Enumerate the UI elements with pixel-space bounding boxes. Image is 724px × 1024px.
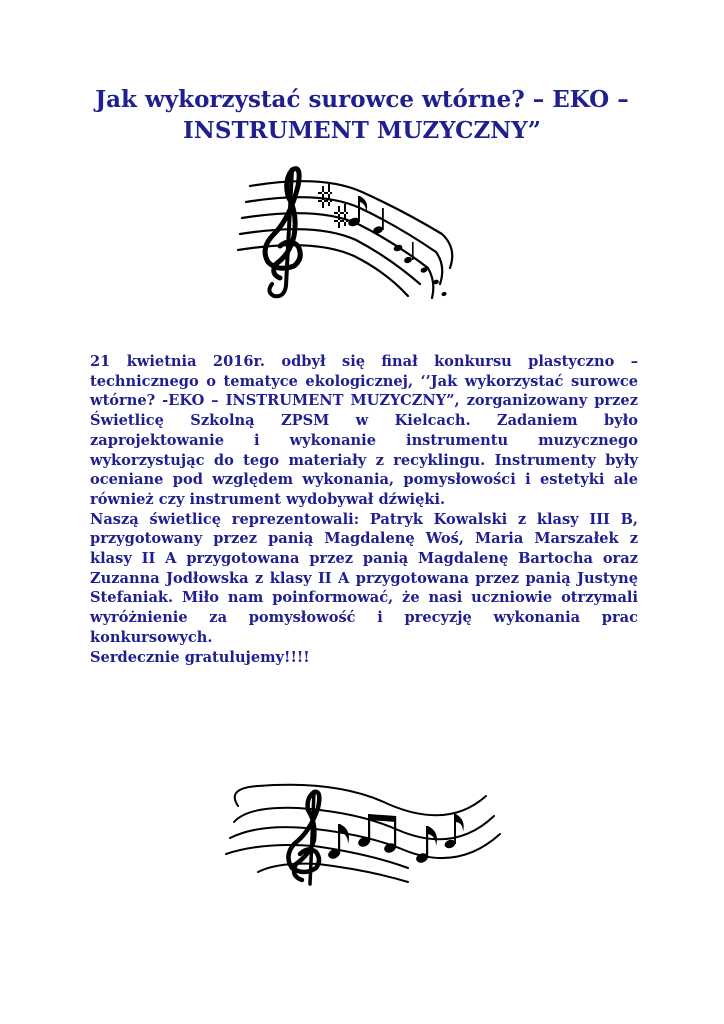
wavy-staff-notes-icon: [218, 776, 508, 890]
closing-line: Serdecznie gratulujemy!!!!: [90, 648, 310, 666]
article-body: [90, 352, 638, 667]
paragraph-winners: Naszą świetlicę reprezentowali: Patryk Kowalski z klasy III B, przygotowany przez panią Magdalenę Woś, Maria Marszałek z klasy II A przygotowana przez panią Magdalenę Bartocha oraz Zuzanna Jodłowska z klasy II A przygotowana przez panią Justynę Stefaniak. Miło nam poinformować, że nasi uczniowie otrzymali wyróżnienie za pomysłowość i precyzję wykonania prac konkursowych.: [90, 510, 638, 646]
treble-clef-staff-icon: [232, 156, 468, 308]
title-line-2: INSTRUMENT MUZYCZNY”: [183, 117, 541, 144]
paragraph-contest-info: 21 kwietnia 2016r. odbył się finał konkursu plastyczno – technicznego o tematyce ekologicznej, ‘’Jak wykorzystać surowce wtórne? -EKO – INSTRUMENT MUZYCZNY”, zorganizowany przez Świetlicę Szkolną ZPSM w Kielcach. Zadaniem było zaprojektowanie i wykonanie instrumentu muzycznego wykorzystując do tego materiały z recyklingu. Instrumenty były oceniane pod względem wykonania, pomysłowości i estetyki ale również czy instrument wydobywał dźwięki.: [90, 353, 638, 508]
document-title: [60, 84, 664, 146]
title-line-1: Jak wykorzystać surowce wtórne? – EKO –: [95, 86, 629, 113]
